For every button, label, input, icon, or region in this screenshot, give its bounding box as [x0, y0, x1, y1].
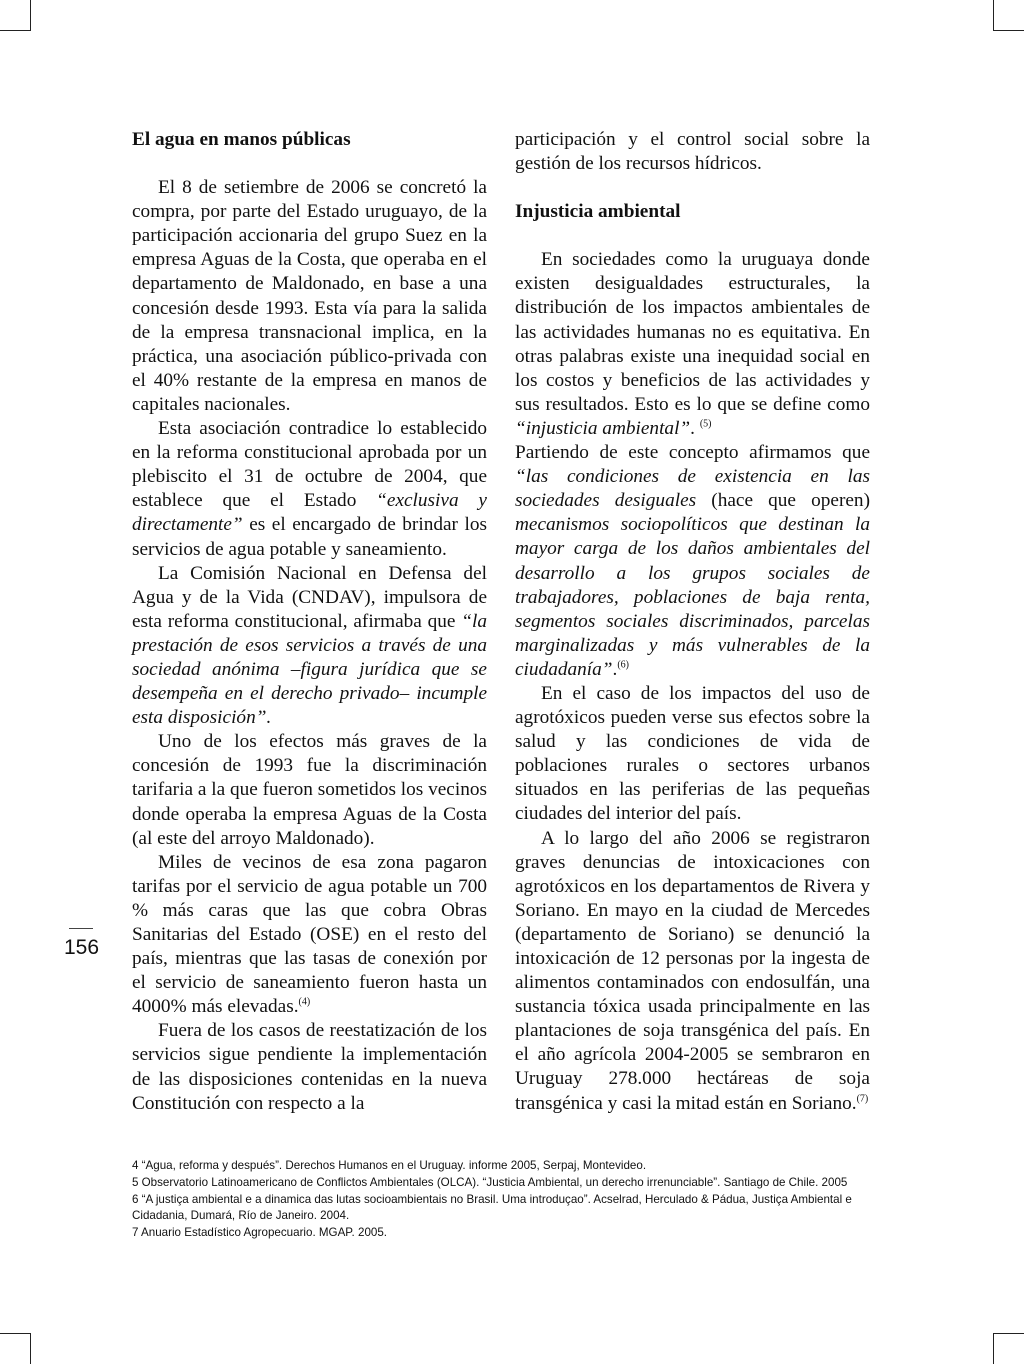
section-heading: Injusticia ambiental: [515, 201, 681, 223]
paragraph: En el caso de los impactos del uso de agrotóxicos pueden verse sus efectos sobre la salud y las condiciones de vida de poblaciones rurales o sectores urbanos situados en las periferias de las pequeñas ciudades del interior del país.: [515, 682, 870, 825]
quote: mecanismos sociopolíticos que destinan la mayor carga de los daños ambientales del desarrollo a los grupos sociales de trabajadores, poblaciones de baja renta, segmentos sociales discriminados, parcelas marginalizadas y más vulnerables de la ciudadanía”: [515, 514, 870, 680]
left-column: [132, 128, 487, 1116]
page-number: 156: [64, 936, 100, 959]
paragraph: La Comisión Nacional en Defensa del Agua y de la Vida (CNDAV), impulsora de esta reforma constitucional, afirmaba que “la prestación de esos servicios a través de una sociedad anónima –figura jurídica que se desempeña en el derecho privado– incumple esta disposición”.: [132, 562, 487, 729]
paragraph: Miles de vecinos de esa zona pagaron tarifas por el servicio de agua potable un 700 % más caras que las que cobra Obras Sanitarias del Estado (OSE) en el resto del país, mientras que las tasas de conexión por el servicio de saneamiento fueron hasta un 4000% más elevadas.$^{(4)}$: [132, 851, 487, 1018]
footnote: 5 Observatorio Latinoamericano de Conflictos Ambientales (OLCA). “Justicia Ambiental, un derecho irrenunciable”. Santiago de Chile. 2005: [132, 1175, 848, 1189]
paragraph: Partiendo de este concepto afirmamos que “las condiciones de existencia en las sociedades desiguales (hace que operen) mecanismos sociopolíticos que destinan la mayor carga de los daños ambientales del desarrollo a los grupos sociales de trabajadores, poblaciones de baja renta, segmentos sociales discriminados, parcelas marginalizadas y más vulnerables de la ciudadanía”.$^{(6)}$: [515, 442, 870, 680]
quote: “las condiciones de existencia en las sociedades desiguales: [515, 466, 870, 512]
quote: “injusticia ambiental”: [515, 417, 691, 439]
crop-mark-bottom-left-v: [30, 1333, 31, 1364]
crop-mark-top-left-v: [30, 0, 31, 31]
section-heading: El agua en manos públicas: [132, 129, 351, 150]
crop-mark-top-right-h: [993, 30, 1024, 31]
paragraph: El 8 de setiembre de 2006 se concretó la compra, por parte del Estado uruguayo, de la participación accionaria del grupo Suez en la empresa Aguas de la Costa, que operaba en el departamento de Maldonado, en base a una concesión desde 1993. Esta vía para la salida de la empresa transnacional implica, en la práctica, una asociación público-privada con el 40% restante de la empresa en manos de capitales nacionales.: [132, 177, 487, 415]
footnote: 6 “A justiça ambiental e a dinamica das lutas socioambientais no Brasil. Uma introduçao”. Acselrad, Herculado & Pádua, Justiça Ambiental e Cidadania, Dumará, Río de Janeiro. 2004.: [132, 1192, 852, 1223]
paragraph: Esta asociación contradice lo establecido en la reforma constitucional aprobada por un plebiscito el 31 de octubre de 2004, que establece que el Estado “exclusiva y directamente” es el encargado de brindar los servicios de agua potable y saneamiento.: [132, 418, 487, 560]
crop-mark-top-left-h: [0, 30, 31, 31]
footnote: 4 “Agua, reforma y después”. Derechos Humanos en el Uruguay. informe 2005, Serpaj, Montevideo.: [132, 1159, 647, 1172]
footnotes: [132, 1158, 872, 1242]
paragraph: A lo largo del año 2006 se registraron graves denuncias de intoxicaciones con agrotóxicos en los departamentos de Rivera y Soriano. En mayo en la ciudad de Mercedes (departamento de Soriano) se denunció la intoxicación de 12 personas por la ingesta de alimentos contaminados con endosulfán, una sustancia tóxica usada principalmente en las plantaciones de soja transgénica del país. En el año agrícola 2004-2005 se sembraron en Uruguay 278.000 hectáreas de soja transgénica y casi la mitad están en Soriano.$^{(7)}$: [515, 827, 870, 1114]
footnote: 7 Anuario Estadístico Agropecuario. MGAP. 2005.: [132, 1226, 388, 1240]
page-number-rule: [69, 928, 93, 929]
right-column: [515, 128, 870, 1116]
footnote-ref: (5): [699, 418, 712, 430]
paragraph: Uno de los efectos más graves de la concesión de 1993 fue la discriminación tarifaria a la que fueron sometidos los vecinos donde operaba la empresa Aguas de la Costa (al este del arroyo Maldonado).: [132, 731, 487, 849]
footnote-ref: (4): [298, 996, 311, 1008]
crop-mark-top-right-v: [993, 0, 994, 31]
quote: “la prestación de esos servicios a través de una sociedad anónima –figura jurídica que se desempeña en el derecho privado– incumple esta disposición”.: [132, 610, 487, 729]
footnote-ref: (7): [856, 1093, 869, 1105]
paragraph: participación y el control social sobre la gestión de los recursos hídricos.: [515, 129, 870, 175]
paragraph: En sociedades como la uruguaya donde existen desigualdades estructurales, la distribución de los impactos ambientales de las actividades humanas no es equitativa. En otras palabras existe una inequidad social en los costos y beneficios de las actividades y sus resultados. Esto es lo que se define como “injusticia ambiental”. $^{(5)}$: [515, 249, 870, 439]
crop-mark-bottom-left-h: [0, 1333, 31, 1334]
paragraph: Fuera de los casos de reestatización de los servicios sigue pendiente la implementación de las disposiciones contenidas en la nueva Constitución con respecto a la: [132, 1020, 487, 1114]
crop-mark-bottom-right-h: [993, 1333, 1024, 1334]
crop-mark-bottom-right-v: [993, 1333, 994, 1364]
footnote-ref: (6): [617, 659, 629, 671]
quote: “exclusiva y directamente”: [132, 490, 487, 536]
